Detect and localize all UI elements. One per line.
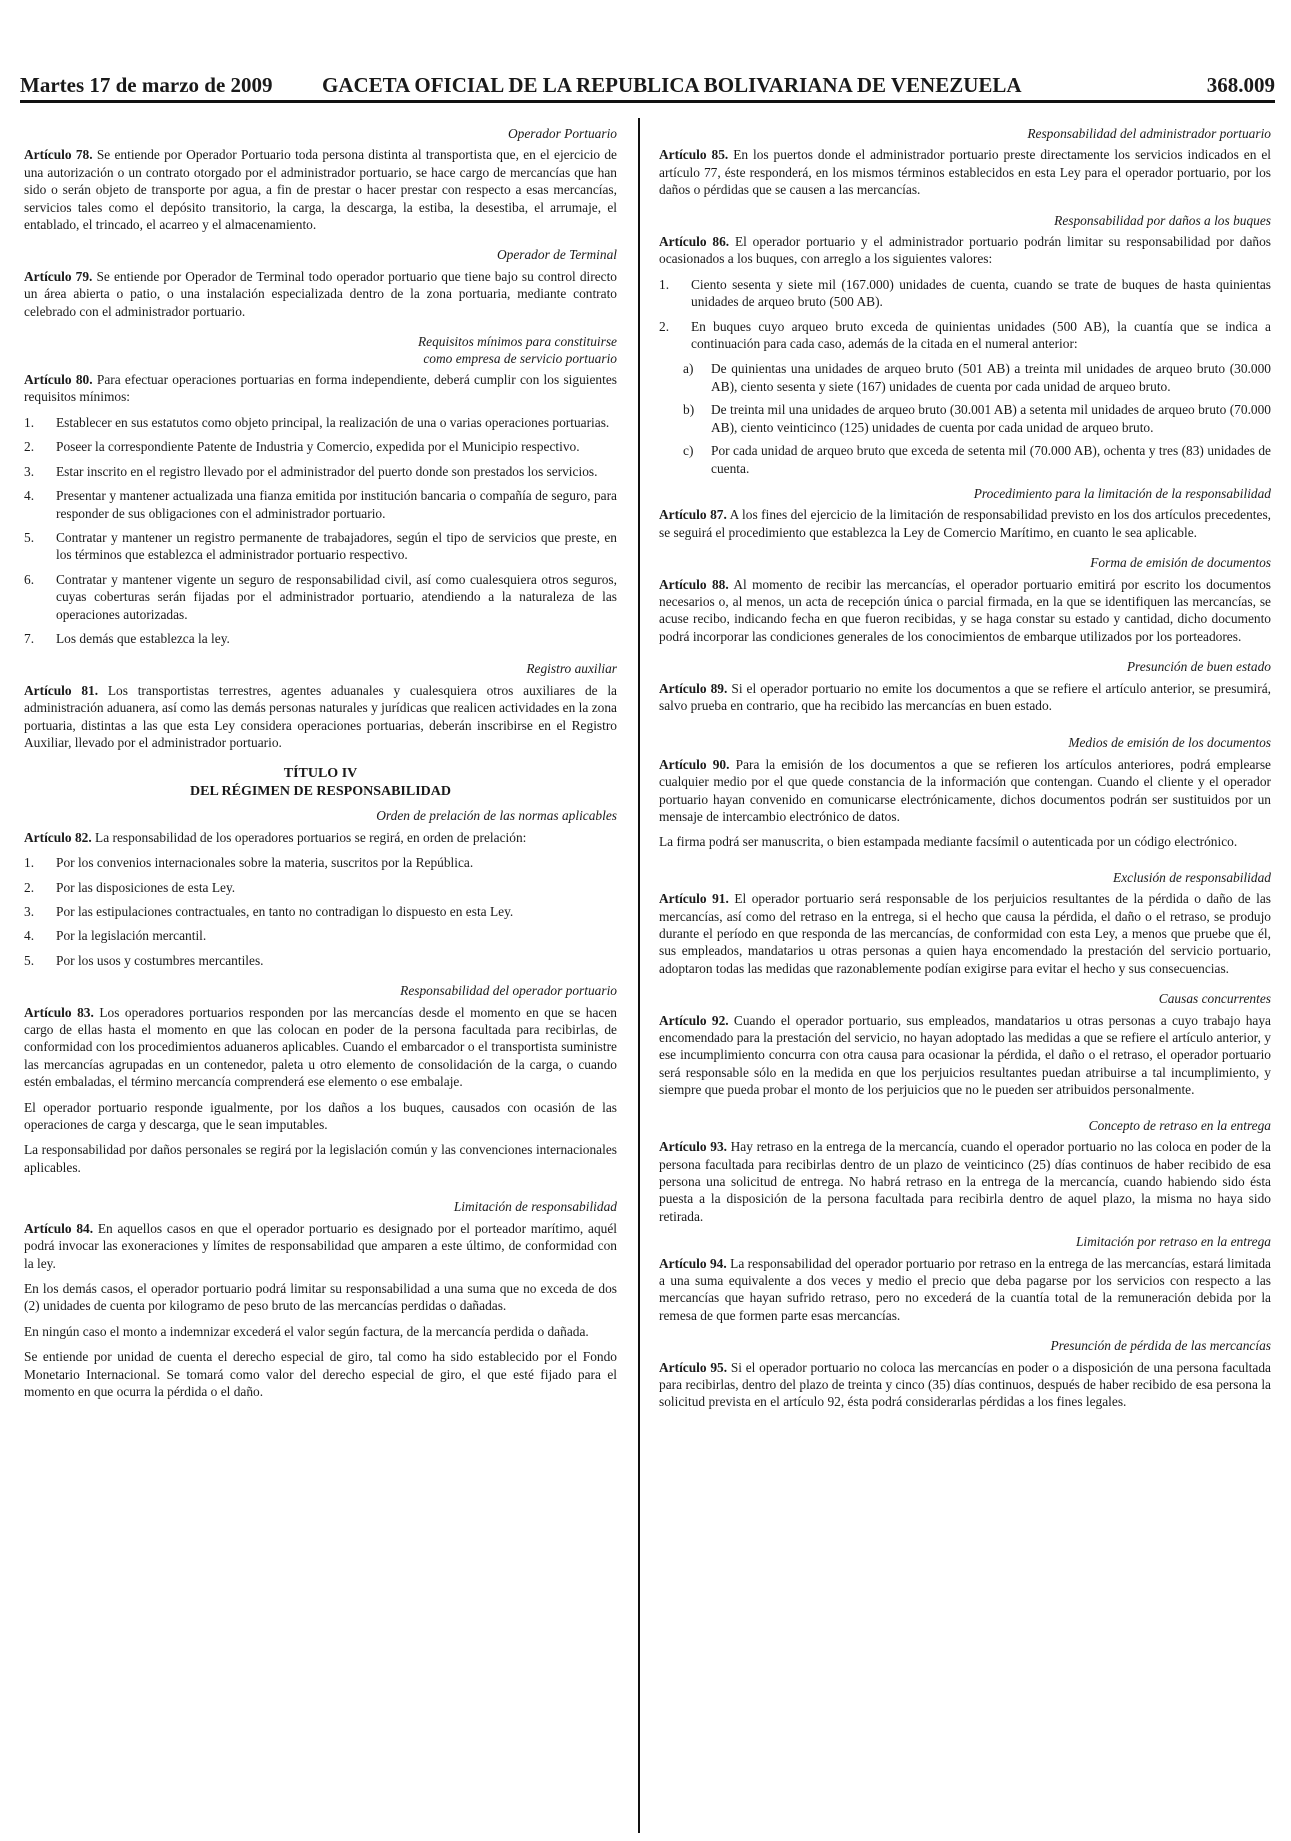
article-86-sublist [659, 360, 1271, 476]
list-item-text: Ciento sesenta y siete mil (167.000) unidades de cuenta, cuando se trate de buques de hasta quinientas unidades de arqueo bruto (500 AB). [691, 276, 1271, 310]
section-title-line1: TÍTULO IV [283, 766, 358, 782]
article-94-text: La responsabilidad del operador portuario por retraso en la entrega de las mercancías, estará limitada a una suma equivalente a dos veces y medio el precio que deba pagarse por los servicios con respecto a las mercancías que hayan sufrido retraso, pero no excederá de la cuantía total de la remuneración debida por la remesa de que formen parte esas mercancías. [659, 1255, 1271, 1323]
list-item-number: 4. [24, 488, 35, 504]
column-divider [638, 118, 640, 1833]
list-item [24, 927, 617, 944]
heading-art95: Presunción de pérdida de las mercancías [1050, 1338, 1271, 1354]
article-85 [659, 146, 1271, 198]
article-88 [659, 576, 1271, 646]
list-item-text: Por cada unidad de arqueo bruto que exceda de setenta mil (70.000 AB), ochenta y tres (83) unidades de cuenta. [711, 443, 1271, 476]
article-91-text: El operador portuario será responsable de los perjuicios resultantes de la pérdida o daño de las mercancías, así como del retraso en la entrega, si el hecho que causa la pérdida, el daño o el retraso, se produjo durante el período en que responda de las mercancías, de conformidad con esta Ley, a menos que pruebe que él, sus empleados, mandatarios u otras personas a quien haya encomendado la prestación del servicio portuario, adoptaron todas las medidas que razonablemente podían exigirse para evitar el hecho y sus consecuencias. [659, 891, 1271, 976]
right-column [659, 112, 1271, 1419]
header-date: Martes 17 de marzo de 2009 [20, 73, 273, 97]
article-80-label: Artículo 80. [24, 372, 93, 388]
article-90 [659, 756, 1271, 826]
article-88-label: Artículo 88. [659, 576, 729, 592]
list-item-text: En buques cuyo arqueo bruto exceda de quinientas unidades (500 AB), la cuantía que se indica a continuación para cada caso, además de la citada en el numeral anterior: [691, 318, 1271, 352]
list-item-number: 1. [659, 276, 670, 292]
article-95-text: Si el operador portuario no coloca las mercancías en poder o a disposición de una persona facultada para recibirlas, dentro del plazo de treinta y cinco (35) días continuos, después de haber recibido de esa persona la solicitud prevista en el artículo 92, ésta podrá considerarlas pérdidas a los fines legales. [659, 1359, 1271, 1410]
list-item-text: Establecer en sus estatutos como objeto principal, la realización de una o varias operaciones portuarias. [56, 414, 610, 430]
article-90-paragraph-2: La firma podrá ser manuscrita, o bien estampada mediante facsímil o autenticada por un código electrónico. [659, 834, 1238, 850]
list-item [24, 529, 617, 564]
left-column [24, 112, 617, 1408]
heading-art93: Concepto de retraso en la entrega [1088, 1117, 1271, 1133]
heading-art88: Forma de emisión de documentos [1090, 555, 1271, 571]
article-84 [24, 1220, 617, 1272]
article-91-label: Artículo 91. [659, 891, 729, 907]
article-86-text: El operador portuario y el administrador portuario podrán limitar su responsabilidad por daños ocasionados a los buques, con arreglo a los siguientes valores: [659, 234, 1271, 267]
heading-art89: Presunción de buen estado [1126, 659, 1271, 675]
heading-art79: Operador de Terminal [496, 247, 617, 263]
heading-art80-line2: como empresa de servicio portuario [423, 351, 617, 367]
list-item-text: Los demás que establezca la ley. [56, 630, 230, 646]
list-item [24, 571, 617, 623]
article-84-text: En aquellos casos en que el operador portuario es designado por el porteador marítimo, aquél podrá invocar las exoneraciones y límites de responsabilidad que amparen a este último, de conformidad con la ley. [24, 1220, 618, 1271]
list-item-text: Por los usos y costumbres mercantiles. [56, 952, 264, 968]
list-item [24, 414, 617, 431]
article-80 [24, 371, 617, 406]
heading-art84: Limitación de responsabilidad [453, 1199, 617, 1215]
article-89-text: Si el operador portuario no emite los documentos a que se refiere el artículo anterior, se presumirá, salvo prueba en contrario, que ha recibido las mercancías en buen estado. [659, 680, 1271, 713]
article-81 [24, 682, 617, 752]
list-item-text: De quinientas una unidades de arqueo bruto (501 AB) a treinta mil unidades de arqueo bruto (30.000 AB), ciento sesenta y siete (167) unidades de cuenta por cada unidad de arqueo bruto. [711, 361, 1271, 394]
article-93-label: Artículo 93. [659, 1139, 727, 1155]
heading-art83: Responsabilidad del operador portuario [400, 983, 617, 999]
article-83 [24, 1004, 617, 1091]
list-item [24, 903, 617, 920]
list-item-text: Contratar y mantener un registro permanente de trabajadores, según el tipo de servicios que preste, en los términos que establezca el administrador portuario respectivo. [56, 529, 617, 563]
heading-art85: Responsabilidad del administrador portuario [1027, 126, 1271, 141]
list-item-number: 1. [24, 414, 35, 430]
list-item-text: Por las estipulaciones contractuales, en tanto no contradigan lo dispuesto en esta Ley. [56, 904, 514, 919]
article-92 [659, 1012, 1271, 1099]
article-84-paragraph-4: Se entiende por unidad de cuenta el derecho especial de giro, tal como ha sido establecido por el Fondo Monetario Internacional. Se tomará como valor del derecho especial de giro, el que esté fijado para el momento en que ocurra la pérdida o el daño. [24, 1349, 617, 1399]
list-item-number: 7. [24, 630, 35, 646]
article-84-paragraph-3: En ningún caso el monto a indemnizar excederá el valor según factura, de la mercancía perdida o dañada. [24, 1323, 589, 1339]
list-item [659, 318, 1271, 353]
list-item-text: Por las disposiciones de esta Ley. [56, 879, 236, 895]
article-82-text: La responsabilidad de los operadores portuarios se regirá, en orden de prelación: [95, 829, 527, 845]
heading-art78: Operador Portuario [508, 126, 617, 141]
list-item-text: Por la legislación mercantil. [56, 928, 207, 944]
article-82-list [24, 854, 617, 969]
article-83-label: Artículo 83. [24, 1004, 94, 1020]
article-79-label: Artículo 79. [24, 268, 93, 284]
list-item-number: 5. [24, 952, 35, 968]
article-93 [659, 1138, 1271, 1225]
heading-art94: Limitación por retraso en la entrega [1075, 1234, 1271, 1250]
list-item-text: Estar inscrito en el registro llevado por el administrador del puerto donde son prestados los servicios. [56, 463, 598, 479]
list-item-number: 2. [24, 439, 35, 455]
heading-art82: Orden de prelación de las normas aplicables [376, 808, 617, 824]
article-94 [659, 1255, 1271, 1325]
article-95 [659, 1359, 1271, 1411]
article-87 [659, 506, 1271, 541]
article-80-list [24, 414, 617, 647]
list-item [24, 952, 617, 969]
article-84-label: Artículo 84. [24, 1220, 94, 1236]
heading-art80-line1: Requisitos mínimos para constituirse [417, 334, 617, 350]
list-item-number: 3. [24, 904, 35, 919]
list-item [24, 630, 617, 647]
article-78 [24, 146, 617, 233]
list-item-number: 6. [24, 571, 35, 587]
list-item [659, 276, 1271, 311]
list-item [659, 360, 1271, 395]
article-84-paragraph-2: En los demás casos, el operador portuario podrá limitar su responsabilidad a una suma que no exceda de dos (2) unidades de cuenta por kilogramo de peso bruto de las mercancías perdidas o dañadas. [24, 1280, 617, 1314]
list-item-number: 5. [24, 529, 35, 545]
heading-art90: Medios de emisión de los documentos [1068, 735, 1271, 751]
article-87-label: Artículo 87. [659, 507, 727, 523]
article-83-paragraph-3: La responsabilidad por daños personales se regirá por la legislación común y las convenciones internacionales aplicables. [24, 1142, 617, 1175]
list-item-letter: c) [683, 443, 694, 459]
list-item [24, 854, 617, 871]
article-83-text: Los operadores portuarios responden por las mercancías desde el momento en que se hacen cargo de ellas hasta el momento en que las colocan en poder de la persona facultada para recibirlas, de conformidad con los procedimientos aduaneros aplicables. Cuando el embarcador o el transportista suministre las mercancías agrupadas en un contenedor, paleta u otro elemento de consolidación de la carga, o cuando estén embaladas, el término mercancía comprenderá ese elemento o ese embalaje. [24, 1004, 617, 1090]
list-item-text: Contratar y mantener vigente un seguro de responsabilidad civil, así como cualesquiera otros seguros, cuyas coberturas serán fijadas por el administrador portuario, atendiendo a la naturaleza de las operaciones autorizadas. [56, 571, 617, 622]
list-item-letter: b) [683, 402, 695, 418]
article-88-text: Al momento de recibir las mercancías, el operador portuario emitirá por escrito los documentos necesarios o, al menos, un acta de recepción única o parcial firmada, en la que se identifiquen las mercancías, se acuse recibo, indicando fecha en que fueron recibidas, y se haga constar su estado y cantidad, dicho documento podrá incorporar las condiciones generales de los conocimientos de embarque utilizados por los porteadores. [659, 576, 1272, 644]
article-87-text: A los fines del ejercicio de la limitación de responsabilidad previsto en los dos artículos precedentes, se seguirá el procedimiento que establezca la Ley de Comercio Marítimo, en cuanto le sea aplicable. [659, 507, 1272, 540]
heading-art92: Causas concurrentes [1158, 991, 1271, 1007]
article-86 [659, 233, 1271, 268]
article-79-text: Se entiende por Operador de Terminal todo operador portuario que tiene bajo su control directo un área abierta o patio, o una instalación especializada dentro de la zona portuaria, mediante contrato celebrado con el administrador portuario. [24, 268, 617, 319]
article-78-label: Artículo 78. [24, 147, 93, 163]
list-item-text: De treinta mil una unidades de arqueo bruto (30.001 AB) a setenta mil unidades de arqueo bruto (70.000 AB), ciento veinticinco (125) unidades de cuenta por cada unidad de arqueo bruto. [711, 402, 1271, 435]
article-78-text: Se entiende por Operador Portuario toda persona distinta al transportista que, en el ejercicio de una autorización o un contrato otorgado por el administrador portuario, se hace cargo de mercancías que han sido o serán objeto de transporte por agua, a fin de prestar o hacer prestar con respecto a esas mercancías, servicios tales como el depósito transitorio, la carga, la descarga, la estiba, la desestiba, el arrumaje, el entablado, el trincado, el acarreo y el almacenamiento. [24, 147, 617, 233]
header-page-number: 368.009 [1206, 73, 1275, 97]
list-item-text: Poseer la correspondiente Patente de Industria y Comercio, expedida por el Municipio respectivo. [56, 439, 580, 455]
heading-art86: Responsabilidad por daños a los buques [1054, 212, 1271, 228]
list-item-number: 2. [659, 318, 670, 334]
list-item [659, 442, 1271, 477]
page-header [20, 66, 1275, 103]
article-83-paragraph-2: El operador portuario responde igualmente, por los daños a los buques, causados con ocasión de las operaciones de carga y descarga, que le sean imputables. [24, 1099, 617, 1133]
article-91 [659, 890, 1271, 977]
article-79 [24, 268, 617, 320]
article-82-label: Artículo 82. [24, 829, 92, 845]
section-title-line2: DEL RÉGIMEN DE RESPONSABILIDAD [190, 784, 451, 800]
list-item [24, 487, 617, 522]
section-title [24, 765, 617, 801]
article-85-label: Artículo 85. [659, 147, 729, 163]
list-item-number: 4. [24, 928, 35, 944]
article-90-text: Para la emisión de los documentos a que se refieren los artículos anteriores, podrá emplearse cualquier medio por el que quede constancia de la información que contengan. Cuando el cliente y el operador portuario hayan convenido en comunicarse electrónicamente, dichos documentos podrán ser sustituidos por un mensaje de intercambio electrónico de datos. [659, 756, 1271, 824]
heading-art81: Registro auxiliar [526, 661, 617, 677]
article-89 [659, 680, 1271, 715]
heading-art91: Exclusión de responsabilidad [1113, 869, 1271, 885]
list-item [659, 401, 1271, 436]
article-92-label: Artículo 92. [659, 1012, 729, 1028]
list-item-number: 1. [24, 855, 35, 871]
article-86-list [659, 276, 1271, 353]
heading-art87: Procedimiento para la limitación de la responsabilidad [973, 485, 1271, 501]
heading-art80 [24, 333, 617, 367]
article-90-label: Artículo 90. [659, 756, 730, 772]
article-86-label: Artículo 86. [659, 234, 730, 250]
article-93-text: Hay retraso en la entrega de la mercancía, cuando el operador portuario no las coloca en poder de la persona facultada para recibirlas dentro de un plazo de veinticinco (25) días continuos de haber recibido de esa persona una solicitud de entrega. No habrá retraso en la entrega de la mercancía, cuando habiendo sido ésta puesta a la disposición de la persona facultada para recibirla dentro de aquel plazo, la misma no haya sido retirada. [659, 1139, 1271, 1224]
list-item-text: Presentar y mantener actualizada una fianza emitida por institución bancaria o compañía de seguro, para responder de sus obligaciones con el administrador portuario. [56, 488, 617, 521]
article-85-text: En los puertos donde el administrador portuario preste directamente los servicios indicados en el artículo 77, éste responderá, en los mismos términos establecidos en esta Ley para el operador portuario, por los daños o pérdidas que se causen a las mercancías. [659, 147, 1271, 198]
article-95-label: Artículo 95. [659, 1359, 728, 1375]
list-item-number: 3. [24, 463, 35, 479]
article-82 [24, 829, 617, 846]
article-80-text: Para efectuar operaciones portuarias en forma independiente, deberá cumplir con los siguientes requisitos mínimos: [24, 372, 617, 405]
article-92-text: Cuando el operador portuario, sus empleados, mandatarios u otras personas a cuyo trabajo haya encomendado para la prestación del servicio, no hayan adoptado las medidas a que se refiere el artículo anterior, y ese incumplimiento concurra con otra causa para ocasionar la pérdida, el daño o el retraso, el operador portuario será responsable sólo en la medida en que los perjuicios resultantes puedan atribuirse a tal incumplimiento, y siempre que pueda probar el monto de los perjuicios que no le pueden ser atribuidos personalmente. [659, 1012, 1271, 1098]
article-94-label: Artículo 94. [659, 1255, 727, 1271]
list-item [24, 438, 617, 455]
list-item-text: Por los convenios internacionales sobre la materia, suscritos por la República. [56, 855, 474, 871]
article-89-label: Artículo 89. [659, 680, 728, 696]
article-81-label: Artículo 81. [24, 682, 99, 698]
header-publication: GACETA OFICIAL DE LA REPUBLICA BOLIVARIANA DE VENEZUELA [322, 73, 1022, 97]
list-item-letter: a) [683, 361, 694, 377]
list-item [24, 463, 617, 480]
list-item-number: 2. [24, 879, 35, 895]
article-81-text: Los transportistas terrestres, agentes aduanales y cualesquiera otros auxiliares de la administración aduanera, así como las demás personas naturales y jurídicas que realicen actividades en la zona portuaria, distintas a las que esta Ley considera operaciones portuarias, deberán inscribirse en el Registro Auxiliar, llevado por el administrador portuario. [24, 682, 617, 750]
list-item [24, 879, 617, 896]
